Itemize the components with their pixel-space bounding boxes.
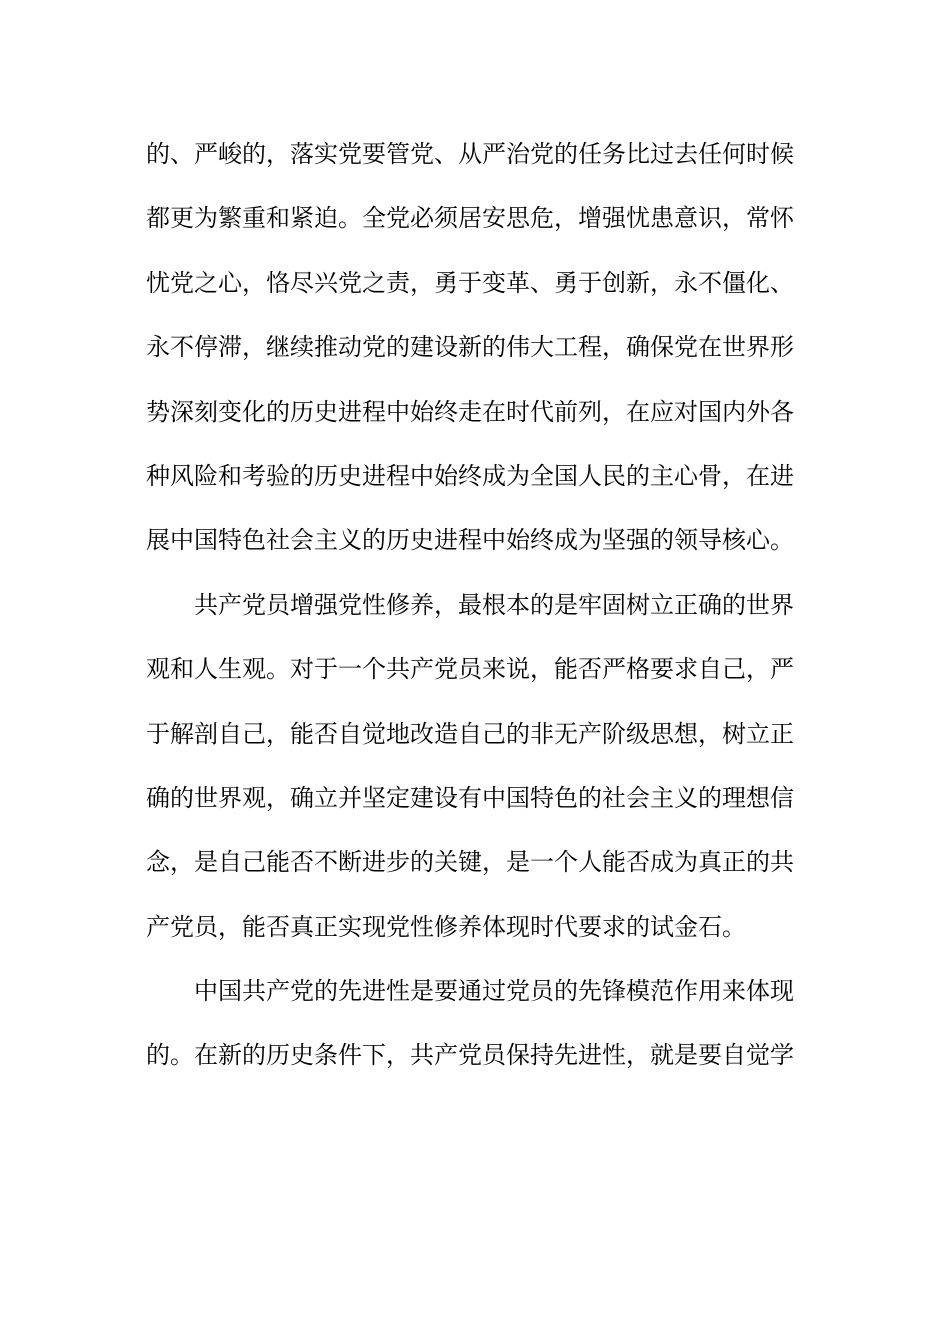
text-line: 中国共产党的先进性是要通过党员的先锋模范作用来体现	[194, 977, 794, 1006]
text-line: 展中国特色社会主义的历史进程中始终成为坚强的领导核心。	[146, 526, 794, 555]
text-line: 的、严峻的，落实党要管党、从严治党的任务比过去任何时候	[146, 140, 794, 168]
text-line: 势深刻变化的历史进程中始终走在时代前列，在应对国内外各	[146, 397, 794, 426]
text-line: 念，是自己能否不断进步的关键，是一个人能否成为真正的共	[146, 848, 794, 877]
paragraph-2	[146, 573, 806, 959]
text-line: 确的世界观，确立并坚定建设有中国特色的社会主义的理想信	[146, 783, 794, 812]
paragraph-3	[146, 959, 806, 1088]
text-line: 忧党之心，恪尽兴党之责，勇于变革、勇于创新，永不僵化、	[146, 268, 794, 297]
text-line: 都更为繁重和紧迫。全党必须居安思危，增强忧患意识，常怀	[146, 204, 794, 233]
text-line: 的。在新的历史条件下，共产党员保持先进性，就是要自觉学	[146, 1041, 794, 1070]
text-line: 种风险和考验的历史进程中始终成为全国人民的主心骨，在进	[146, 461, 794, 490]
text-line: 产党员，能否真正实现党性修养体现时代要求的试金石。	[146, 912, 746, 941]
paragraph-1	[146, 122, 806, 573]
text-line: 永不停滞，继续推动党的建设新的伟大工程，确保党在世界形	[146, 333, 794, 362]
text-line: 于解剖自己，能否自觉地改造自己的非无产阶级思想，树立正	[146, 719, 794, 748]
text-line: 观和人生观。对于一个共产党员来说，能否严格要求自己，严	[146, 655, 794, 684]
text-line: 共产党员增强党性修养，最根本的是牢固树立正确的世界	[194, 590, 794, 619]
body-text	[146, 122, 806, 1088]
